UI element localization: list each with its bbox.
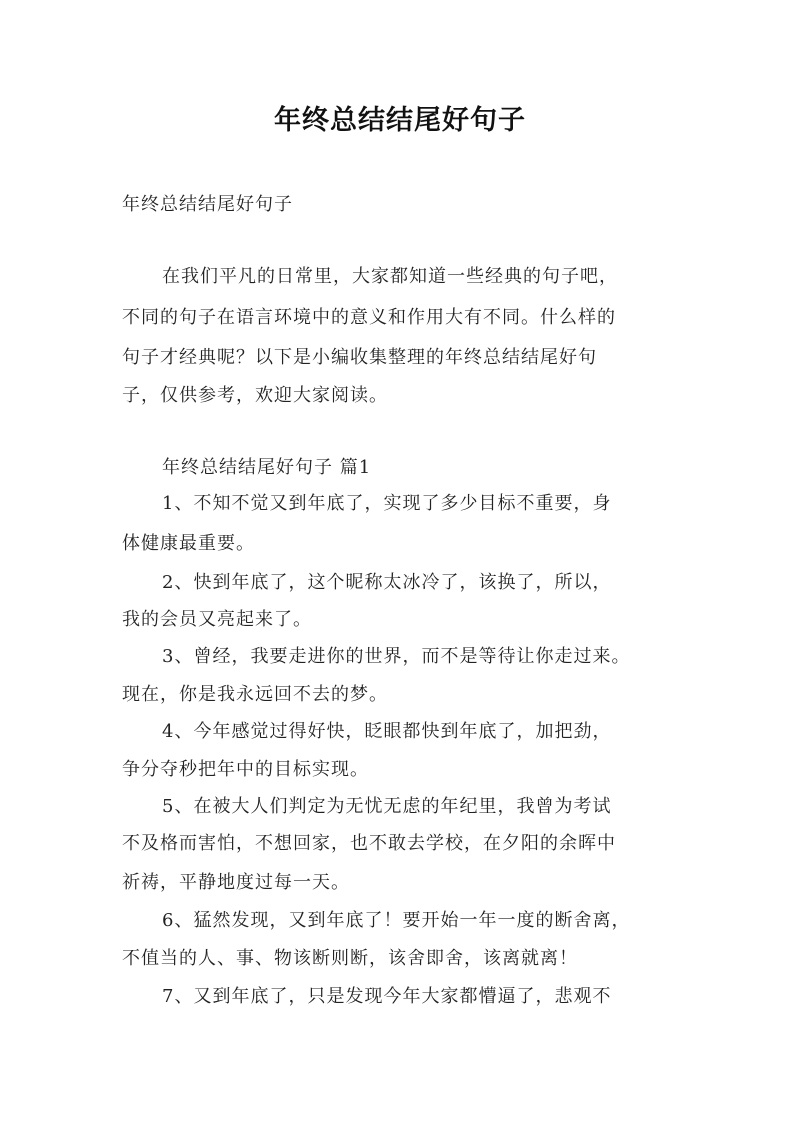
intro-line-1: 在我们平凡的日常里，大家都知道一些经典的句子吧， [162,266,618,287]
document-subtitle: 年终总结结尾好句子 [122,194,293,215]
item-6-line-1: 6、猛然发现，又到年底了！要开始一年一度的断舍离， [162,910,631,931]
item-7-line-1: 7、又到年底了，只是发现今年大家都懵逼了，悲观不 [162,986,612,1007]
intro-line-4: 子，仅供参考，欢迎大家阅读。 [122,385,388,406]
item-3-line-1: 3、曾经，我要走进你的世界，而不是等待让你走过来。 [162,646,631,667]
item-2-line-2: 我的会员又亮起来了。 [122,609,312,630]
item-3-line-2: 现在，你是我永远回不去的梦。 [122,684,388,705]
item-5-line-3: 祈祷，平静地度过每一天。 [122,872,350,893]
item-4-line-2: 争分夺秒把年中的目标实现。 [122,759,369,780]
item-1-line-2: 体健康最重要。 [122,533,255,554]
item-4-line-1: 4、今年感觉过得好快，眨眼都快到年底了，加把劲， [162,721,612,742]
intro-line-2: 不同的句子在语言环境中的意义和作用大有不同。什么样的 [122,307,616,328]
item-2-line-1: 2、快到年底了，这个昵称太冰冷了，该换了，所以， [162,572,612,593]
document-title: 年终总结结尾好句子 [274,105,526,136]
item-6-line-2: 不值当的人、事、物该断则断，该舍即舍，该离就离！ [122,948,578,969]
item-1-line-1: 1、不知不觉又到年底了，实现了多少目标不重要，身 [162,493,612,514]
intro-line-3: 句子才经典呢？以下是小编收集整理的年终总结结尾好句 [122,347,597,368]
section-heading: 年终总结结尾好句子 篇1 [162,457,372,478]
item-5-line-2: 不及格而害怕，不想回家，也不敢去学校，在夕阳的余晖中 [122,833,616,854]
item-5-line-1: 5、在被大人们判定为无忧无虑的年纪里，我曾为考试 [162,796,612,817]
